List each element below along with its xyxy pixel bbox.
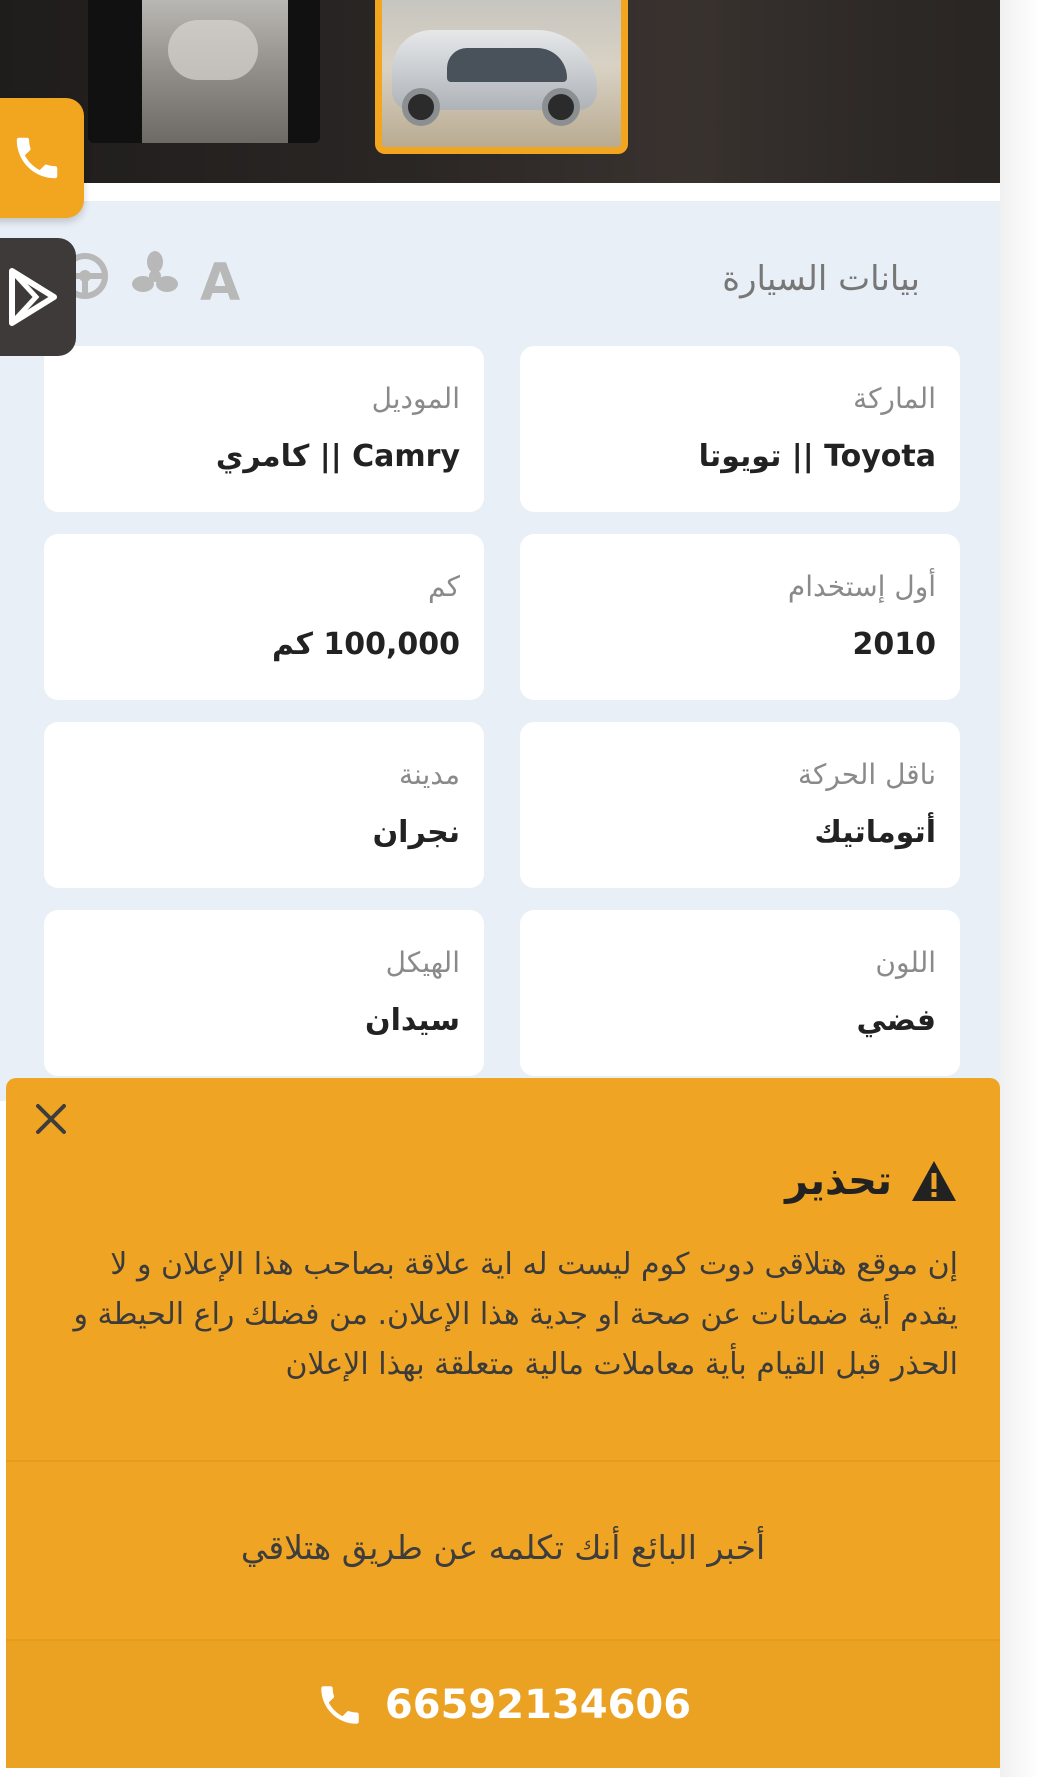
spec-value: نجران — [372, 815, 460, 850]
gallery-gradient — [640, 0, 1000, 183]
close-icon — [34, 1102, 68, 1136]
spec-card-body — [44, 910, 484, 1076]
spec-card-transmission — [520, 722, 960, 888]
spec-icons-row — [60, 251, 240, 315]
section-title: بيانات السيارة — [722, 259, 920, 299]
play-store-icon — [6, 267, 60, 327]
car-wheel-front — [402, 88, 440, 126]
warning-title: تحذير — [785, 1158, 892, 1204]
spec-label: الماركة — [853, 382, 936, 415]
spec-card-city — [44, 722, 484, 888]
spec-label: الهيكل — [385, 946, 460, 979]
phone-icon — [315, 1680, 365, 1730]
spec-label: اللون — [875, 946, 936, 979]
gallery-thumbnail-interior[interactable] — [88, 0, 320, 143]
spec-value: Toyota || تويوتا — [698, 439, 936, 474]
spec-label: ناقل الحركة — [798, 758, 936, 791]
car-info-panel — [0, 201, 1000, 1101]
page-edge-shadow — [1000, 0, 1039, 1777]
car-windshield — [447, 48, 567, 82]
tell-seller-text: أخبر البائع أنك تكلمه عن طريق هتلاقي — [240, 1528, 766, 1567]
seat-shape — [168, 20, 258, 80]
warning-text: إن موقع هتلاقى دوت كوم ليست له اية علاقة بصاحب هذا الإعلان و لا يقدم أية ضمانات عن صحة او جدية هذا الإعلان. من فضلك راع الحيطة و الحذر قبل القيام بأية معاملات مالية متعلقة بهذا الإعلان — [73, 1247, 958, 1382]
spec-card-mileage — [44, 534, 484, 700]
warning-panel — [6, 1078, 1000, 1768]
share-fab-button[interactable] — [0, 238, 76, 356]
fan-icon — [130, 251, 180, 315]
call-fab-button[interactable] — [0, 98, 84, 218]
phone-icon — [10, 131, 64, 185]
spec-value: سيدان — [365, 1003, 460, 1038]
call-seller-button[interactable] — [6, 1641, 1000, 1768]
phone-number: 66592134606 — [384, 1681, 692, 1728]
spec-card-first-use — [520, 534, 960, 700]
gallery-thumbnail-selected[interactable] — [375, 0, 628, 154]
spec-card-color — [520, 910, 960, 1076]
letter-a-icon: A — [200, 253, 241, 313]
spec-value: أتوماتيك — [814, 815, 936, 850]
spec-value: Camry || كامري — [215, 439, 460, 474]
divider — [6, 1460, 1000, 1462]
warning-header — [785, 1158, 958, 1204]
spec-label: كم — [428, 570, 460, 603]
spec-value: 2010 — [852, 627, 936, 662]
spec-label: مدينة — [399, 758, 460, 791]
spec-value: 100,000 كم — [271, 627, 460, 662]
warning-triangle-icon — [910, 1159, 958, 1203]
spec-card-brand — [520, 346, 960, 512]
image-gallery — [0, 0, 1000, 183]
spec-value: فضي — [856, 1003, 936, 1038]
close-button[interactable] — [26, 1094, 76, 1144]
spec-label: الموديل — [371, 382, 460, 415]
spec-card-model — [44, 346, 484, 512]
car-wheel-rear — [542, 88, 580, 126]
spec-label: أول إستخدام — [787, 570, 936, 603]
